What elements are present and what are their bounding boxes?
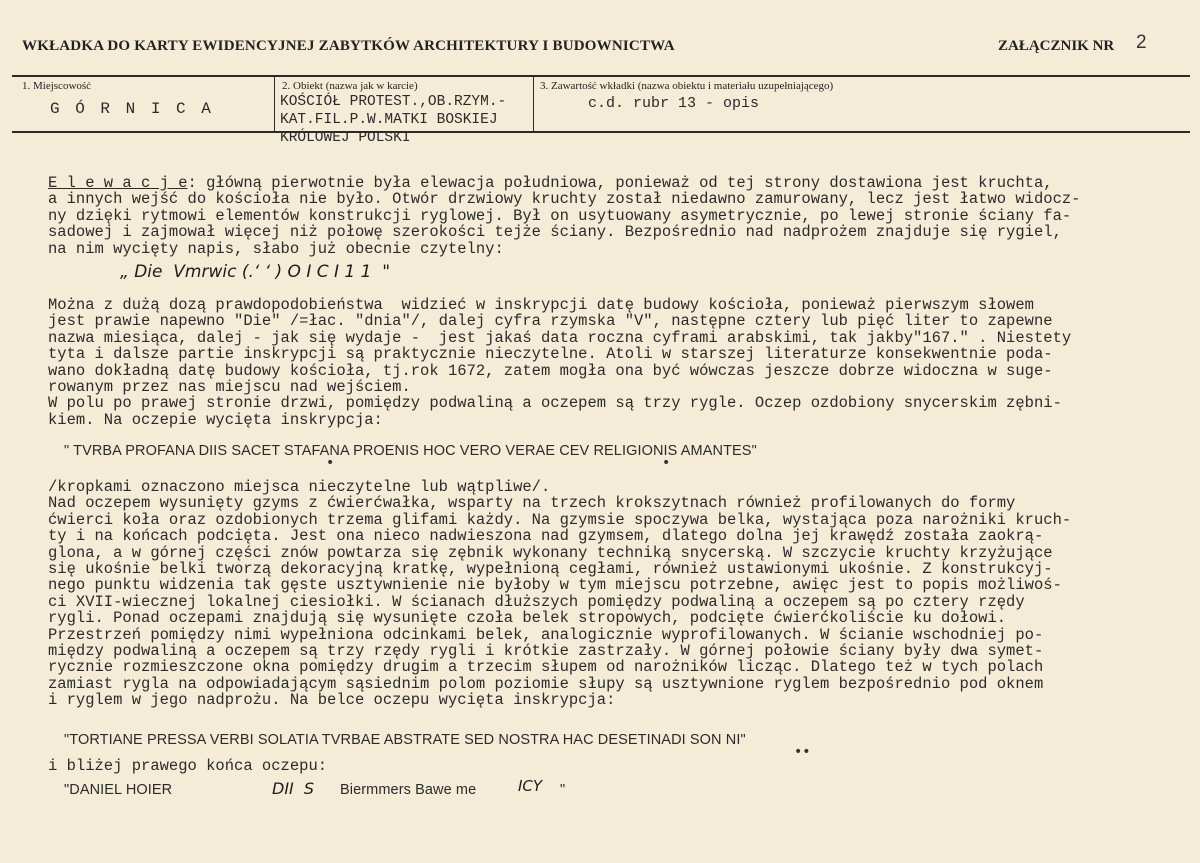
signature-inscription-middle: Biermmers Bawe me — [340, 782, 477, 798]
fields-bottom-rule — [12, 131, 1190, 133]
text-line: zamiast rygla na odpowiadającym sąsiednim polom poziomie słupy są usztywnione ryglem bezpośrednio pod oknem — [48, 674, 1044, 693]
form-title: WKŁADKA DO KARTY EWIDENCYJNEJ ZABYTKÓW ARCHITEKTURY I BUDOWNICTWA — [22, 38, 675, 54]
paragraph-construction — [48, 479, 1071, 708]
object-line-2: KAT.FIL.P.W.MATKI BOSKIEJ — [280, 112, 498, 128]
fields-divider-1 — [274, 75, 275, 132]
annex-label: ZAŁĄCZNIK NR — [998, 38, 1115, 54]
section-heading: E l e w a c j e — [48, 174, 188, 192]
text-line: rygli. Ponad oczepami znajdują się wysunięte czoła belek stropowych, podcięte ćwierćkoliście ku dołowi. — [48, 609, 1007, 628]
content-label: 3. Zawartość wkładki (nazwa obiektu i materiału uzupełniającego) — [540, 80, 834, 92]
inscription-line-1: " TVRBA PROFANA DIIS SACET STAFANA PROENIS HOC VERO VERAE CEV RELIGIONIS AMANTES" — [64, 443, 757, 459]
text-line: Nad oczepem wysunięty gzyms z ćwierćwałka, wsparty na trzech krokszytnach również profilowanych do formy — [48, 494, 1016, 513]
annex-number: 2 — [1136, 32, 1147, 53]
text-line: /kropkami oznaczono miejsca nieczytelne lub wątpliwe/. — [48, 478, 551, 496]
text-line: i ryglem w jego nadprożu. Na belce oczepu wycięta inskrypcja: — [48, 691, 616, 710]
text-line: rycznie rozmieszczone okna pomiędzy drugim a trzecim słupem od narożników licząc. Dlatego też w tych polach — [48, 658, 1044, 677]
doubtful-mark-dot: •• — [794, 744, 811, 760]
text-line: kiem. Na oczepie wycięta inskrypcja: — [48, 410, 383, 429]
signature-inscription-start: "DANIEL HOIER — [64, 782, 173, 798]
doubtful-mark-dot: • — [326, 455, 335, 471]
text-line: między podwaliną a oczepem są trzy rzędy rygli i krótkie zastrzały. W górnej połowie ściany były dwa symet- — [48, 641, 1044, 660]
text-line: ty i na końcach podcięta. Jest ona nieco nadwieszona nad gzymsem, dlatego dolna jej krawędź została zaokrą- — [48, 527, 1044, 546]
text-line: się ukośnie belki tworzą dekoracyjną kratkę, wypełnioną cegłami, również ustawionymi ukośnie. Z konstrukcyj- — [48, 559, 1053, 578]
object-line-3: KRÓLOWEJ POLSKI — [280, 130, 411, 146]
text-line: ćwierci koła oraz ozdobionych trzema glifami każdy. Na gzymsie spoczywa belka, wystająca poza narożniki kruch- — [48, 510, 1072, 529]
text-line: a innych wejść do kościoła nie było. Otwór drzwiowy kruchty został niedawno zamurowany, lecz jest łatwo widocz- — [48, 190, 1081, 209]
top-rule — [12, 75, 1190, 77]
text-line: glona, a w górnej części znów powtarza się zębnik wykonany techniką snycerską. W szczycie kruchty krzyżujące — [48, 543, 1053, 562]
object-label: 2. Obiekt (nazwa jak w karcie) — [282, 80, 418, 92]
text-line: nego punktu widzenia tak gęste usztywnienie nie byłoby w tym miejscu potrzebne, awięc jest to popis możliwoś- — [48, 576, 1062, 595]
object-line-1: KOŚCIÓŁ PROTEST.,OB.RZYM.- — [280, 94, 507, 110]
text-line: na nim wycięty napis, słabo już obecnie czytelny: — [48, 239, 504, 258]
inscription-line-2: "TORTIANE PRESSA VERBI SOLATIA TVRBAE ABSTRATE SED NOSTRA HAC DESETINADI SON NI" — [64, 732, 746, 748]
handwritten-fragment: ICY — [518, 777, 543, 795]
text-line: ny dzięki rytmowi elementów konstrukcji ryglowej. Był on usytuowany asymetrycznie, po lewej stronie ściany fa- — [48, 206, 1072, 225]
text-line: nazwa miesiąca, dalej - jak się wydaje - jest jakaś data roczna cyframi arabskimi, tak jakby"167." . Niestety — [48, 328, 1072, 347]
content-value: c.d. rubr 13 - opis — [588, 95, 760, 112]
place-label: 1. Miejscowość — [22, 80, 92, 92]
fields-divider-2 — [533, 75, 534, 132]
doubtful-mark-dot: • — [662, 455, 671, 471]
paragraph-elevations — [48, 175, 1080, 257]
closing-quote: " — [560, 782, 566, 798]
text-line: W polu po prawej stronie drzwi, pomiędzy podwaliną a oczepem są trzy rygle. Oczep ozdobiony snycerskim zębni- — [48, 394, 1062, 413]
handwritten-fragment: DII S — [272, 779, 315, 798]
text-line: tyta i dalsze partie inskrypcji są praktycznie nieczytelne. Atoli w starszej literaturze konsekwentnie poda- — [48, 345, 1053, 364]
text-line: wano dokładną datę budowy kościoła, tj.rok 1672, zatem mogła ona być wówczas jeszcze dobrze widoczna w suge- — [48, 361, 1053, 380]
text-line: : główną pierwotnie była elewacja południowa, ponieważ od tej strony dostawiona jest kruchta, — [187, 174, 1053, 192]
text-line: jest prawie napewno "Die" /=łac. "dnia"/, dalej cyfra rzymska "V", następne cztery lub pięć liter to zapewne — [48, 312, 1053, 331]
handwritten-inscription: „ Die Vmrwic (.‘ ‘ ) O I C I 1 1 " — [120, 262, 391, 282]
text-line: Można z dużą dozą prawdopodobieństwa widzieć w inskrypcji datę budowy kościoła, ponieważ pierwszym słowem — [48, 296, 1034, 314]
text-line: Przestrzeń pomiędzy nimi wypełniona odcinkami belek, analogicznie wyprofilowanych. W ścianie wschodniej po- — [48, 625, 1044, 644]
paragraph-dating — [48, 297, 1071, 428]
text-line: sadowej i zajmował więcej niż połowę szerokości tejże ściany. Bezpośrednio nad nadprożem znajduje się rygiel, — [48, 223, 1062, 242]
place-value: G Ó R N I C A — [50, 100, 214, 118]
text-line: ci XVII-wiecznej lokalnej ciesiołki. W ścianach dłuższych pomiędzy podwaliną a oczepem są po cztery rzędy — [48, 592, 1025, 611]
text-line: rowanym przez nas miejscu nad wejściem. — [48, 377, 411, 396]
text-line: i bliżej prawego końca oczepu: — [48, 757, 328, 775]
